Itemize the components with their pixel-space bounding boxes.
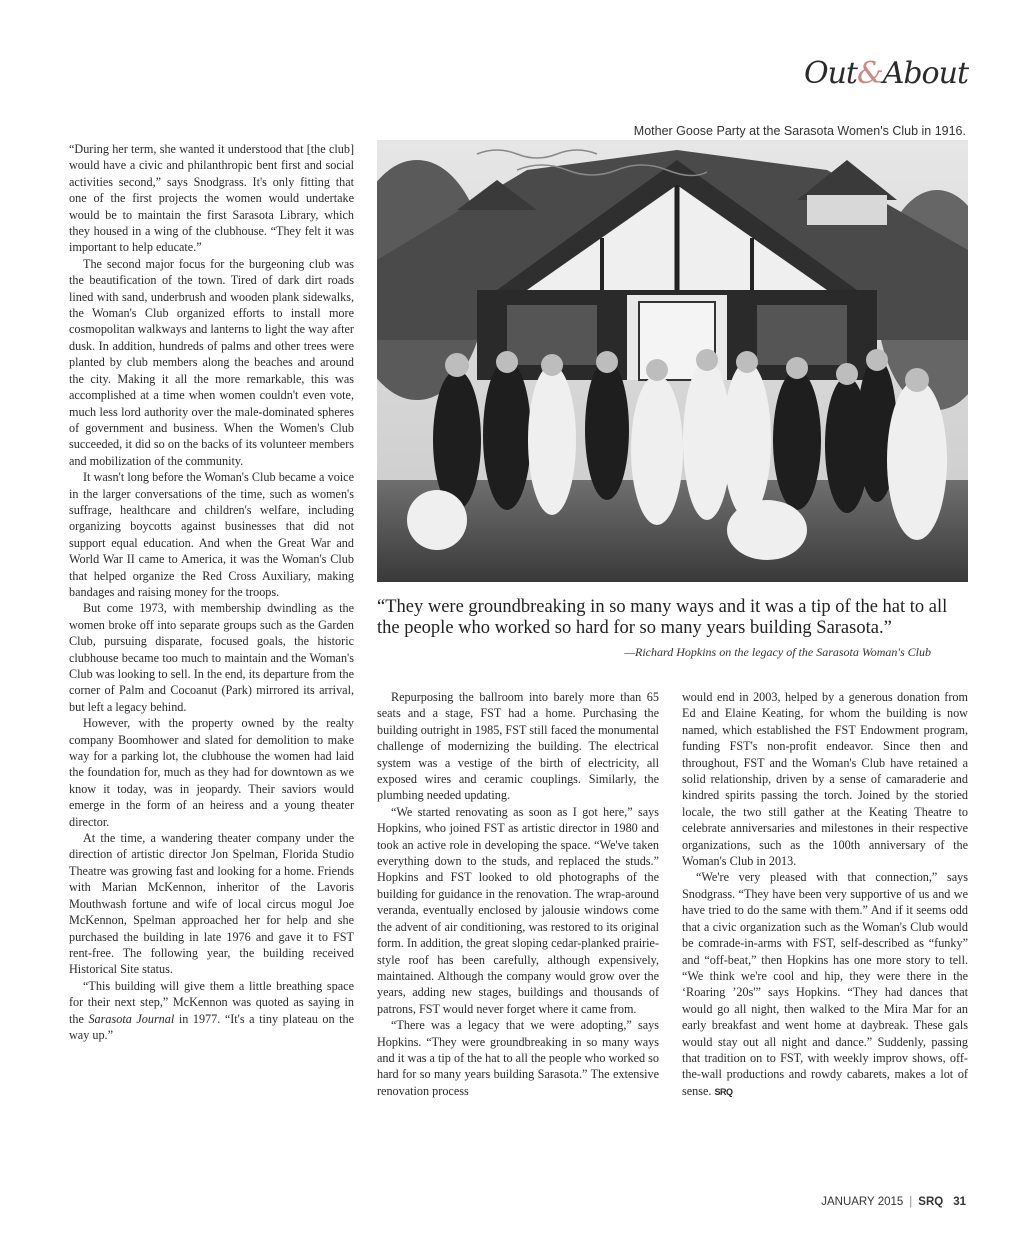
- article-paragraph-text: “We're very pleased with that connection,” says Snodgrass. “They have been very supportive of us and we have tried to do the same with them.” And if it seems odd that a civic organization such as the Woman's Club would be comrade-in-arms with FST, self-described as “funky” and “off-beat,” then Hopkins has one more story to tell. “We think we're cool and hip, they were there in the ‘Roaring ’20s'” says Hopkins. “They had dances that would go all night, then walked to the Mira Mar for an early breakfast and went home at daybreak. These gals would stay out all night and dance.” Suddenly, passing that tradition on to FST, with weekly improv shows, off-the-wall productions and rowdy cabarets, makes a lot of sense.: [682, 870, 968, 1098]
- article-paragraph: [682, 869, 968, 1100]
- pull-quote: “They were groundbreaking in so many ways and it was a tip of the hat to all the people who worked so hard for so many years building Sarasota.”: [377, 597, 948, 638]
- quote-text: in 1977. “It's a tiny plateau on the way up.”: [69, 1011, 355, 1042]
- article-paragraph: “During her term, she wanted it understood that [the club] would have a civic and philanthropic bent first and social activities second,” says Snodgrass. It's only fitting that one of the first projects the women would undertake would be to maintain the first Sarasota Library, which they housed in a wing of the clubhouse. “They felt it was important to help educate.”: [69, 142, 354, 255]
- publication-name: Sarasota Journal: [88, 1011, 175, 1026]
- article-paragraph: Repurposing the ballroom into barely more than 65 seats and a stage, FST had a home. Purchasing the building outright in 1985, FST still faced the monumental challenge of modernizing the building. The electrical system was a vestige of the birth of electricity, all exposed wires and ceramic couplings. Similarly, the plumbing needed updating.: [377, 690, 659, 803]
- historic-photo: [377, 140, 968, 582]
- section-header-about: About: [882, 56, 968, 91]
- pull-quote-attribution: —Richard Hopkins on the legacy of the Sarasota Woman's Club: [624, 645, 931, 659]
- article-paragraph: At the time, a wandering theater company under the direction of artistic director Jon Spelman, Florida Studio Theatre was growing fast and looking for a home. Friends with Marian McKennon, inheritor of the Lavoris Mouthwash fortune and wife of local circus mogul Joe McKennon, Spelman approached her for help and she purchased the building in late 1976 and gave it to FST rent-free. The following year, the building received Historical Site status.: [69, 831, 354, 977]
- article-paragraph: The second major focus for the burgeoning club was the beautification of the town. Tired of dark dirt roads lined with sand, underbrush and wooden plank sidewalks, the Woman's Club organized efforts to install more cosmopolitan walkways and lanterns to light the way after dusk. In addition, hundreds of palms and other trees were planted by club members along the beaches and around the city. Making it all the more remarkable, this was accomplished at a time when women couldn't even vote, much less lord authority over the male-dominated spheres of government and business. When the Women's Club succeeded, it did so on the backs of its volunteer members and mobilization of the community.: [69, 256, 354, 468]
- section-header-out: Out: [803, 56, 857, 91]
- section-header-ampersand: &: [856, 56, 883, 91]
- section-header: [804, 56, 968, 91]
- article-paragraph: It wasn't long before the Woman's Club became a voice in the larger conversations of the time, such as women's suffrage, healthcare and children's welfare, including organizing boycotts against businesses that did not support equal education. And when the Great War and World War II came to America, it was the Woman's Club that helped organize the Red Cross Auxiliary, making bandages and raising money for the troops.: [69, 470, 354, 599]
- article-paragraph: “There was a legacy that we were adopting,” says Hopkins. “They were groundbreaking in so many ways and it was a tip of the hat to all the people who worked so hard for so many years building Sarasota.” The extensive renovation process: [377, 1018, 659, 1098]
- article-column-2: [377, 689, 659, 1099]
- quote-text: “This building will give them a little breathing space for their next step,” McKennon was quoted as saying in the: [69, 978, 354, 1026]
- magazine-name: SRQ: [918, 1196, 944, 1208]
- article-paragraph: “We started renovating as soon as I got here,” says Hopkins, who joined FST as artistic director in 1980 and took an active role in developing the space. “We've taken everything down to the studs, and replaced the studs.” Hopkins and FST looked to old photographs of the building for guidance in the renovation. The wrap-around veranda, eventually enclosed by jalousie windows come the advent of air conditioning, was restored to its original form. In addition, the great sloping cedar-planked prairie-style roof has been carefully, although expensively, maintained. Although the company would grow over the years, adding new stages, buildings and thousands of patrons, FST would never forget where it came from.: [377, 804, 659, 1016]
- page-footer: [821, 1196, 966, 1208]
- page-number: 31: [953, 1196, 966, 1208]
- article-column-1: [69, 141, 354, 1043]
- issue-date: JANUARY 2015: [821, 1196, 904, 1208]
- article-column-3: [682, 689, 968, 1100]
- end-mark: SRQ: [714, 1086, 733, 1097]
- article-paragraph: would end in 2003, helped by a generous donation from Ed and Elaine Keating, for whom the building is now named, which established the FST Endowment program, funding FST's non-profit endeavor. Since then and throughout, FST and the Woman's Club have retained a solid relationship, driven by a sense of camaraderie and kindred spirits passing the torch. Joined by the storied locale, the two still gather at the Keating Theatre to celebrate anniversaries and milestones in their respective organizations, such as the 100th anniversary of the Woman's Club in 2013.: [682, 690, 968, 869]
- article-paragraph: But come 1973, with membership dwindling as the women broke off into separate groups such as the Garden Club, pursuing disparate, focused goals, the historic clubhouse became too much to maintain and the Woman's Club was looking to sell. In the end, its departure from the corner of Palm and Cocoanut (Park) mirrored its arrival, but left a legacy behind.: [69, 601, 354, 714]
- photo-caption: Mother Goose Party at the Sarasota Women's Club in 1916.: [633, 124, 966, 138]
- footer-separator: |: [909, 1196, 913, 1208]
- article-paragraph: [69, 978, 354, 1044]
- article-paragraph: However, with the property owned by the realty company Boomhower and slated for demolition to make way for a parking lot, the clubhouse the women had laid the foundation for, much as they had for downtown as we know it today, was in jeopardy. Their saviors would emerge in the form of an heiress and a young theater director.: [69, 716, 354, 829]
